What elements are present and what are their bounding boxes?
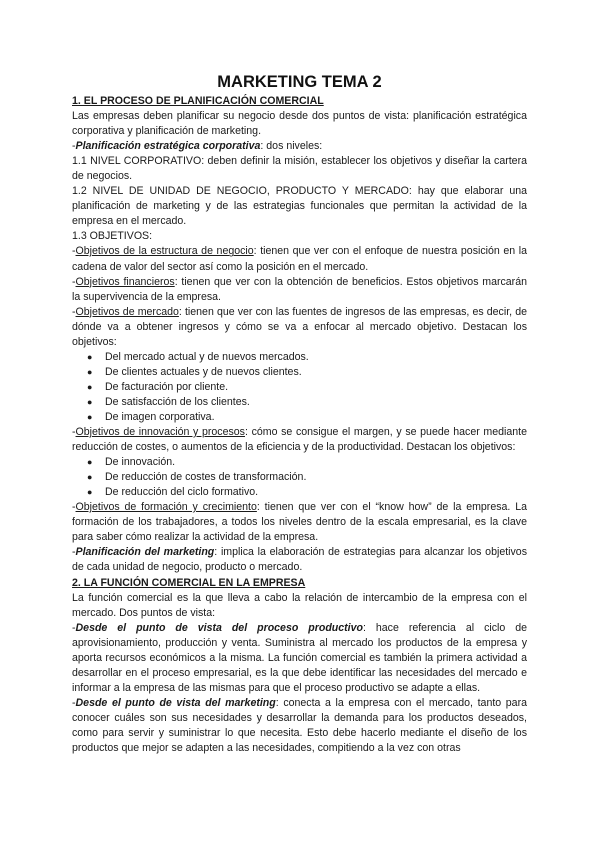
objetivos-financieros-paragraph: -Objetivos financieros: tienen que ver con la obtención de beneficios. Estos objetivos marcarán la supervivencia de la empresa. bbox=[72, 275, 527, 303]
planificacion-estrategica-text: : dos niveles: bbox=[260, 140, 323, 153]
document-page bbox=[72, 72, 527, 756]
proceso-productivo-text: : hace referencia al ciclo de aprovisionamiento, producción y venta. Suministra al mercado los productos de la empresa y aporta recursos económicos a la misma. La función comercial es también la primera actividad a desarrollar en el proceso empresarial, es la que debe identificar las necesidades del mercado e informar a la empresa de las mismas para que el proceso productivo se adapte a ellas. bbox=[72, 621, 528, 694]
proceso-productivo-paragraph: -Desde el punto de vista del proceso productivo: hace referencia al ciclo de aprovisionamiento, producción y venta. Suministra al mercado los productos de la empresa y aporta recursos económicos a la misma. La función comercial es también la primera actividad a desarrollar en el proceso empresarial, es la que debe identificar las necesidades del mercado e informar a la empresa de las mismas para que el proceso productivo se adapte a ellas. bbox=[72, 621, 528, 694]
objetivos-innovacion-paragraph: -Objetivos de innovación y procesos: cómo se consigue el margen, y se puede hacer mediante reducción de costes, o aumentos de la eficiencia y de la productividad. Destacan los objetivos: bbox=[72, 426, 527, 454]
planificacion-marketing-text: : implica la elaboración de estrategias para alcanzar los objetivos de cada unidad de negocio, producto o mercado. bbox=[72, 546, 527, 574]
section-1-intro: Las empresas deben planificar su negocio desde dos puntos de vista: planificación estratégica corporativa y planificación de marketing. bbox=[72, 110, 527, 138]
nivel-unidad-negocio-paragraph: 1.2 NIVEL DE UNIDAD DE NEGOCIO, PRODUCTO Y MERCADO: hay que elaborar una planificación de marketing y de las estrategias funcionales que permitan la actividad de la empresa en el mercado. bbox=[72, 185, 527, 228]
list-item: ● De imagen corporativa. bbox=[105, 410, 527, 425]
list-item: ● De clientes actuales y de nuevos clientes. bbox=[105, 365, 527, 380]
nivel-corporativo-paragraph: 1.1 NIVEL CORPORATIVO: deben definir la misión, establecer los objetivos y diseñar la cartera de negocios. bbox=[72, 155, 527, 183]
punto-vista-marketing-label: Desde el punto de vista del marketing bbox=[75, 696, 276, 709]
objetivos-financieros-text: : tienen que ver con la obtención de beneficios. Estos objetivos marcarán la supervivencia de la empresa. bbox=[72, 275, 527, 303]
section-1-heading: 1. EL PROCESO DE PLANIFICACIÓN COMERCIAL bbox=[72, 95, 324, 107]
objetivos-formacion-text: : tienen que ver con el “know how” de la empresa. La formación de los trabajadores, a todos los niveles dentro de la escala empresarial, es la clave para saber cómo realizar la actividad de la empresa. bbox=[72, 501, 527, 544]
proceso-productivo-label: Desde el punto de vista del proceso productivo bbox=[75, 621, 363, 634]
list-item: ● De innovación. bbox=[105, 455, 527, 470]
list-item: ● De reducción del ciclo formativo. bbox=[105, 485, 527, 500]
objetivos-heading: 1.3 OBJETIVOS: bbox=[72, 230, 153, 243]
objetivos-estructura-paragraph: -Objetivos de la estructura de negocio: tienen que ver con el enfoque de nuestra posición en la cadena de valor del sector así como la posición en el mercado. bbox=[72, 245, 527, 273]
objetivos-estructura-text: : tienen que ver con el enfoque de nuestra posición en la cadena de valor del sector así como la posición en el mercado. bbox=[72, 245, 527, 273]
objetivos-innovacion-list bbox=[72, 455, 527, 500]
punto-vista-marketing-text: : conecta a la empresa con el mercado, tanto para conocer cuáles son sus necesidades y desarrollar la demanda para los productos deseados, como para servir y suministrar lo que necesita. Esto debe hacerlo mediante el diseño de los productos que mejor se adapten a las necesidades, compitiendo a la vez con otras bbox=[72, 696, 527, 755]
objetivos-formacion-paragraph: -Objetivos de formación y crecimiento: tienen que ver con el “know how” de la empresa. La formación de los trabajadores, a todos los niveles dentro de la escala empresarial, es la clave para saber cómo realizar la actividad de la empresa. bbox=[72, 501, 527, 544]
document-title: MARKETING TEMA 2 bbox=[217, 73, 382, 91]
list-item: ● Del mercado actual y de nuevos mercados. bbox=[105, 350, 527, 365]
section-2-intro: La función comercial es la que lleva a cabo la relación de intercambio de la empresa con el mercado. Dos puntos de vista: bbox=[72, 591, 527, 619]
objetivos-mercado-text: : tienen que ver con las fuentes de ingresos de las empresas, es decir, de dónde va a obtener ingresos y cómo se va a enfocar al mercado objetivo. Destacan los objetivos: bbox=[72, 305, 527, 348]
list-item: ● De facturación por cliente. bbox=[105, 380, 527, 395]
planificacion-estrategica-label: Planificación estratégica corporativa bbox=[75, 140, 261, 153]
objetivos-innovacion-text: : cómo se consigue el margen, y se puede hacer mediante reducción de costes, o aumentos de la eficiencia y de la productividad. Destacan los objetivos: bbox=[72, 426, 527, 454]
section-2-heading: 2. LA FUNCIÓN COMERCIAL EN LA EMPRESA bbox=[72, 576, 306, 589]
objetivos-estructura-label: Objetivos de la estructura de negocio bbox=[75, 245, 254, 258]
punto-vista-marketing-paragraph: -Desde el punto de vista del marketing: conecta a la empresa con el mercado, tanto para conocer cuáles son sus necesidades y desarrollar la demanda para los productos deseados, como para servir y suministrar lo que necesita. Esto debe hacerlo mediante el diseño de los productos que mejor se adapten a las necesidades, compitiendo a la vez con otras bbox=[72, 696, 527, 755]
planificacion-estrategica-paragraph: -Planificación estratégica corporativa: dos niveles: bbox=[72, 140, 323, 153]
list-item: ● De satisfacción de los clientes. bbox=[105, 395, 527, 410]
list-item: ● De reducción de costes de transformación. bbox=[105, 470, 527, 485]
planificacion-marketing-paragraph: -Planificación del marketing: implica la elaboración de estrategias para alcanzar los objetivos de cada unidad de negocio, producto o mercado. bbox=[72, 546, 527, 574]
objetivos-financieros-label: Objetivos financieros bbox=[75, 275, 175, 288]
objetivos-formacion-label: Objetivos de formación y crecimiento bbox=[75, 501, 257, 514]
objetivos-mercado-label: Objetivos de mercado bbox=[75, 305, 179, 318]
objetivos-mercado-list bbox=[72, 350, 527, 425]
objetivos-innovacion-label: Objetivos de innovación y procesos bbox=[75, 426, 245, 439]
objetivos-mercado-paragraph: -Objetivos de mercado: tienen que ver con las fuentes de ingresos de las empresas, es decir, de dónde va a obtener ingresos y cómo se va a enfocar al mercado objetivo. Destacan los objetivos: bbox=[72, 305, 527, 348]
planificacion-marketing-label: Planificación del marketing bbox=[75, 546, 215, 559]
